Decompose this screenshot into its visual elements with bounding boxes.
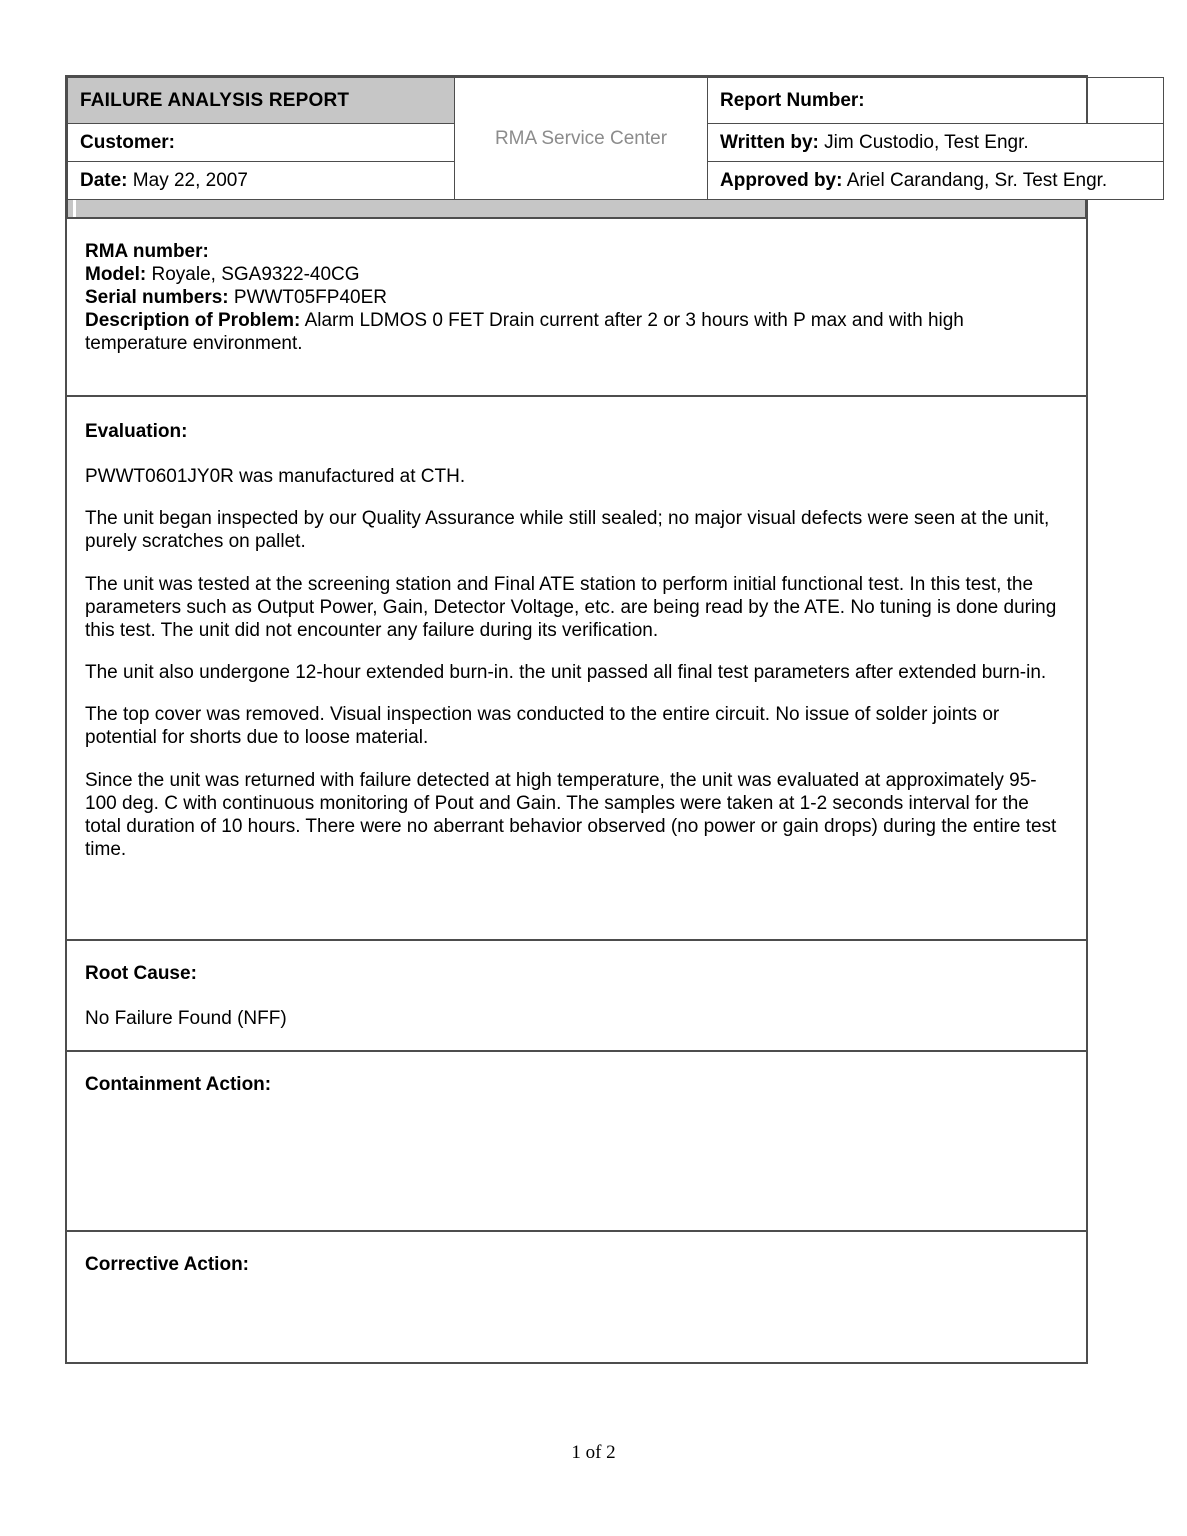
serial-numbers-line	[85, 287, 1068, 310]
corrective-action-heading: Corrective Action:	[85, 1254, 249, 1276]
report-number-cell	[708, 78, 1164, 124]
serial-numbers-label: Serial numbers:	[85, 286, 229, 308]
customer-label: Customer:	[80, 131, 176, 153]
failure-analysis-report-table	[65, 75, 1108, 1364]
model-label: Model:	[85, 263, 147, 285]
written-by-label: Written by:	[720, 131, 819, 153]
spacer	[85, 1096, 1068, 1118]
header-separator-band	[67, 200, 1086, 219]
report-number-label: Report Number:	[720, 89, 865, 111]
problem-description-label: Description of Problem:	[85, 309, 301, 331]
serial-numbers-value: PWWT05FP40ER	[233, 286, 387, 308]
model-line	[85, 264, 1068, 287]
approved-by-cell	[708, 162, 1164, 200]
spacer	[85, 642, 1068, 661]
spacer	[85, 554, 1068, 573]
report-title-cell	[68, 78, 455, 124]
root-cause-heading: Root Cause:	[85, 963, 197, 985]
written-by-value: Jim Custodio, Test Engr.	[824, 131, 1029, 153]
root-cause-section	[67, 941, 1086, 1052]
customer-cell	[68, 124, 455, 162]
rma-service-center-cell	[455, 78, 708, 200]
evaluation-paragraph: PWWT0601JY0R was manufactured at CTH.	[85, 466, 466, 487]
date-value: May 22, 2007	[132, 169, 248, 191]
page-footer	[0, 1442, 1187, 1464]
header-row-title	[68, 78, 1164, 124]
spacer	[85, 684, 1068, 703]
corrective-action-section	[67, 1232, 1086, 1362]
spacer	[85, 1276, 1068, 1298]
date-label: Date:	[80, 169, 128, 191]
approved-by-label: Approved by:	[720, 169, 843, 191]
containment-action-section	[67, 1052, 1086, 1232]
separator-notch	[73, 200, 76, 217]
spacer	[85, 750, 1068, 769]
spacer	[85, 861, 1068, 919]
evaluation-section	[67, 397, 1086, 941]
rma-number-label: RMA number:	[85, 241, 209, 262]
page-number: 1 of 2	[571, 1442, 616, 1463]
page-title: FAILURE ANALYSIS REPORT	[80, 89, 350, 111]
evaluation-paragraph: The unit also undergone 12-hour extended burn-in. the unit passed all final test parameters after extended burn-in.	[85, 662, 1047, 684]
spacer	[85, 985, 1068, 1007]
date-cell	[68, 162, 455, 200]
containment-action-heading: Containment Action:	[85, 1074, 272, 1096]
report-header-table	[67, 77, 1164, 200]
approved-by-value: Ariel Carandang, Sr. Test Engr.	[846, 169, 1108, 191]
written-by-cell	[708, 124, 1164, 162]
evaluation-paragraph: The top cover was removed. Visual inspection was conducted to the entire circuit. No issue of solder joints or potential for shorts due to loose material.	[85, 704, 1000, 749]
spacer	[85, 443, 1068, 465]
evaluation-heading: Evaluation:	[85, 421, 188, 442]
problem-description-line	[85, 310, 1068, 356]
root-cause-text: No Failure Found (NFF)	[85, 1008, 287, 1030]
evaluation-paragraph: The unit began inspected by our Quality Assurance while still sealed; no major visual defects were seen at the unit, purely scratches on pallet.	[85, 508, 1050, 553]
unit-info-section	[67, 219, 1086, 397]
rma-number-line	[85, 241, 1068, 264]
evaluation-paragraph: The unit was tested at the screening station and Final ATE station to perform initial functional test. In this test, the parameters such as Output Power, Gain, Detector Voltage, etc. are being read by the ATE. No tuning is done during this test. The unit did not encounter any failure during its verification.	[85, 573, 1057, 641]
model-value: Royale, SGA9322-40CG	[151, 263, 360, 285]
problem-description-value: Alarm LDMOS 0 FET Drain current after 2 or 3 hours with P max and with high temperature environment.	[85, 309, 964, 354]
evaluation-paragraph: Since the unit was returned with failure detected at high temperature, the unit was evaluated at approximately 95-100 deg. C with continuous monitoring of Pout and Gain. The samples were taken at 1-2 seconds interval for the total duration of 10 hours. There were no aberrant behavior observed (no power or gain drops) during the entire test time.	[85, 769, 1057, 861]
rma-service-center-label: RMA Service Center	[494, 127, 668, 149]
spacer	[85, 488, 1068, 507]
